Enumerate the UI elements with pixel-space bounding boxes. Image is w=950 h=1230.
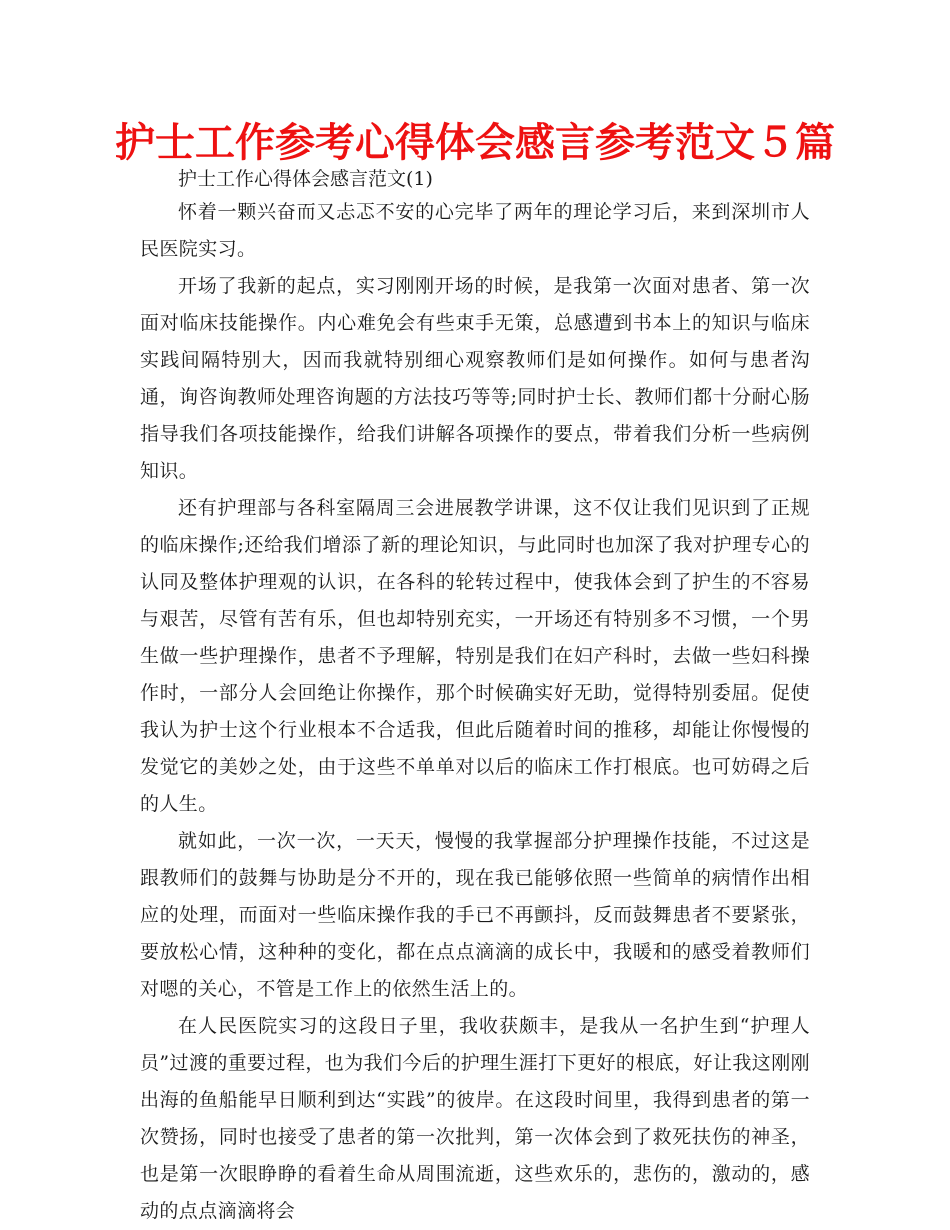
paragraph-3: 还有护理部与各科室隔周三会进展教学讲课，这不仅让我们见识到了正规的临床操作;还给我们增添了新的理论知识，与此同时也加深了我对护理专心的认同及整体护理观的认识，在各科的轮转过程中，使我体会到了护生的不容易与艰苦，尽管有苦有乐，但也却特别充实，一开场还有特别多不习惯，一个男生做一些护理操作，患者不予理解，特别是我们在妇产科时，去做一些妇科操作时，一部分人会回绝让你操作，那个时候确实好无助，觉得特别委屈。促使我认为护士这个行业根本不合适我，但此后随着时间的推移，却能让你慢慢的发觉它的美妙之处，由于这些不单单对以后的临床工作打根底。也可妨碍之后的人生。 bbox=[140, 497, 810, 815]
section-subtitle: 护士工作心得体会感言范文(1) bbox=[178, 168, 433, 190]
paragraph-4: 就如此，一次一次，一天天，慢慢的我掌握部分护理操作技能，不过这是跟教师们的鼓舞与协助是分不开的，现在我已能够依照一些简单的病情作出相应的处理，而面对一些临床操作我的手已不再颤抖，反而鼓舞患者不要紧张，要放松心情，这种种的变化，都在点点滴滴的成长中，我暖和的感受着教师们对嗯的关心，不管是工作上的依然生活上的。 bbox=[140, 830, 810, 1000]
paragraph-5: 在人民医院实习的这段日子里，我收获颇丰，是我从一名护生到“护理人员”过渡的重要过程，也为我们今后的护理生涯打下更好的根底，好让我这刚刚出海的鱼船能早日顺利到达“实践”的彼岸。在这段时间里，我得到患者的第一次赞扬，同时也接受了患者的第一次批判，第一次体会到了救死扶伤的神圣，也是第一次眼睁睁的看着生命从周围流逝，这些欢乐的，悲伤的，激动的，感动的点点滴滴将会 bbox=[140, 1015, 810, 1222]
document-title: 护士工作参考心得体会感言参考范文５篇 bbox=[115, 120, 835, 166]
document-body bbox=[140, 164, 810, 1230]
paragraph-1: 怀着一颗兴奋而又忐忑不安的心完毕了两年的理论学习后，来到深圳市人民医院实习。 bbox=[140, 201, 810, 260]
paragraph-2: 开场了我新的起点，实习刚刚开场的时候，是我第一次面对患者、第一次面对临床技能操作。内心难免会有些束手无策，总感遭到书本上的知识与临床实践间隔特别大，因而我就特别细心观察教师们是如何操作。如何与患者沟通，询咨询教师处理咨询题的方法技巧等等;同时护士长、教师们都十分耐心肠指导我们各项技能操作，给我们讲解各项操作的要点，带着我们分析一些病例知识。 bbox=[140, 275, 810, 482]
